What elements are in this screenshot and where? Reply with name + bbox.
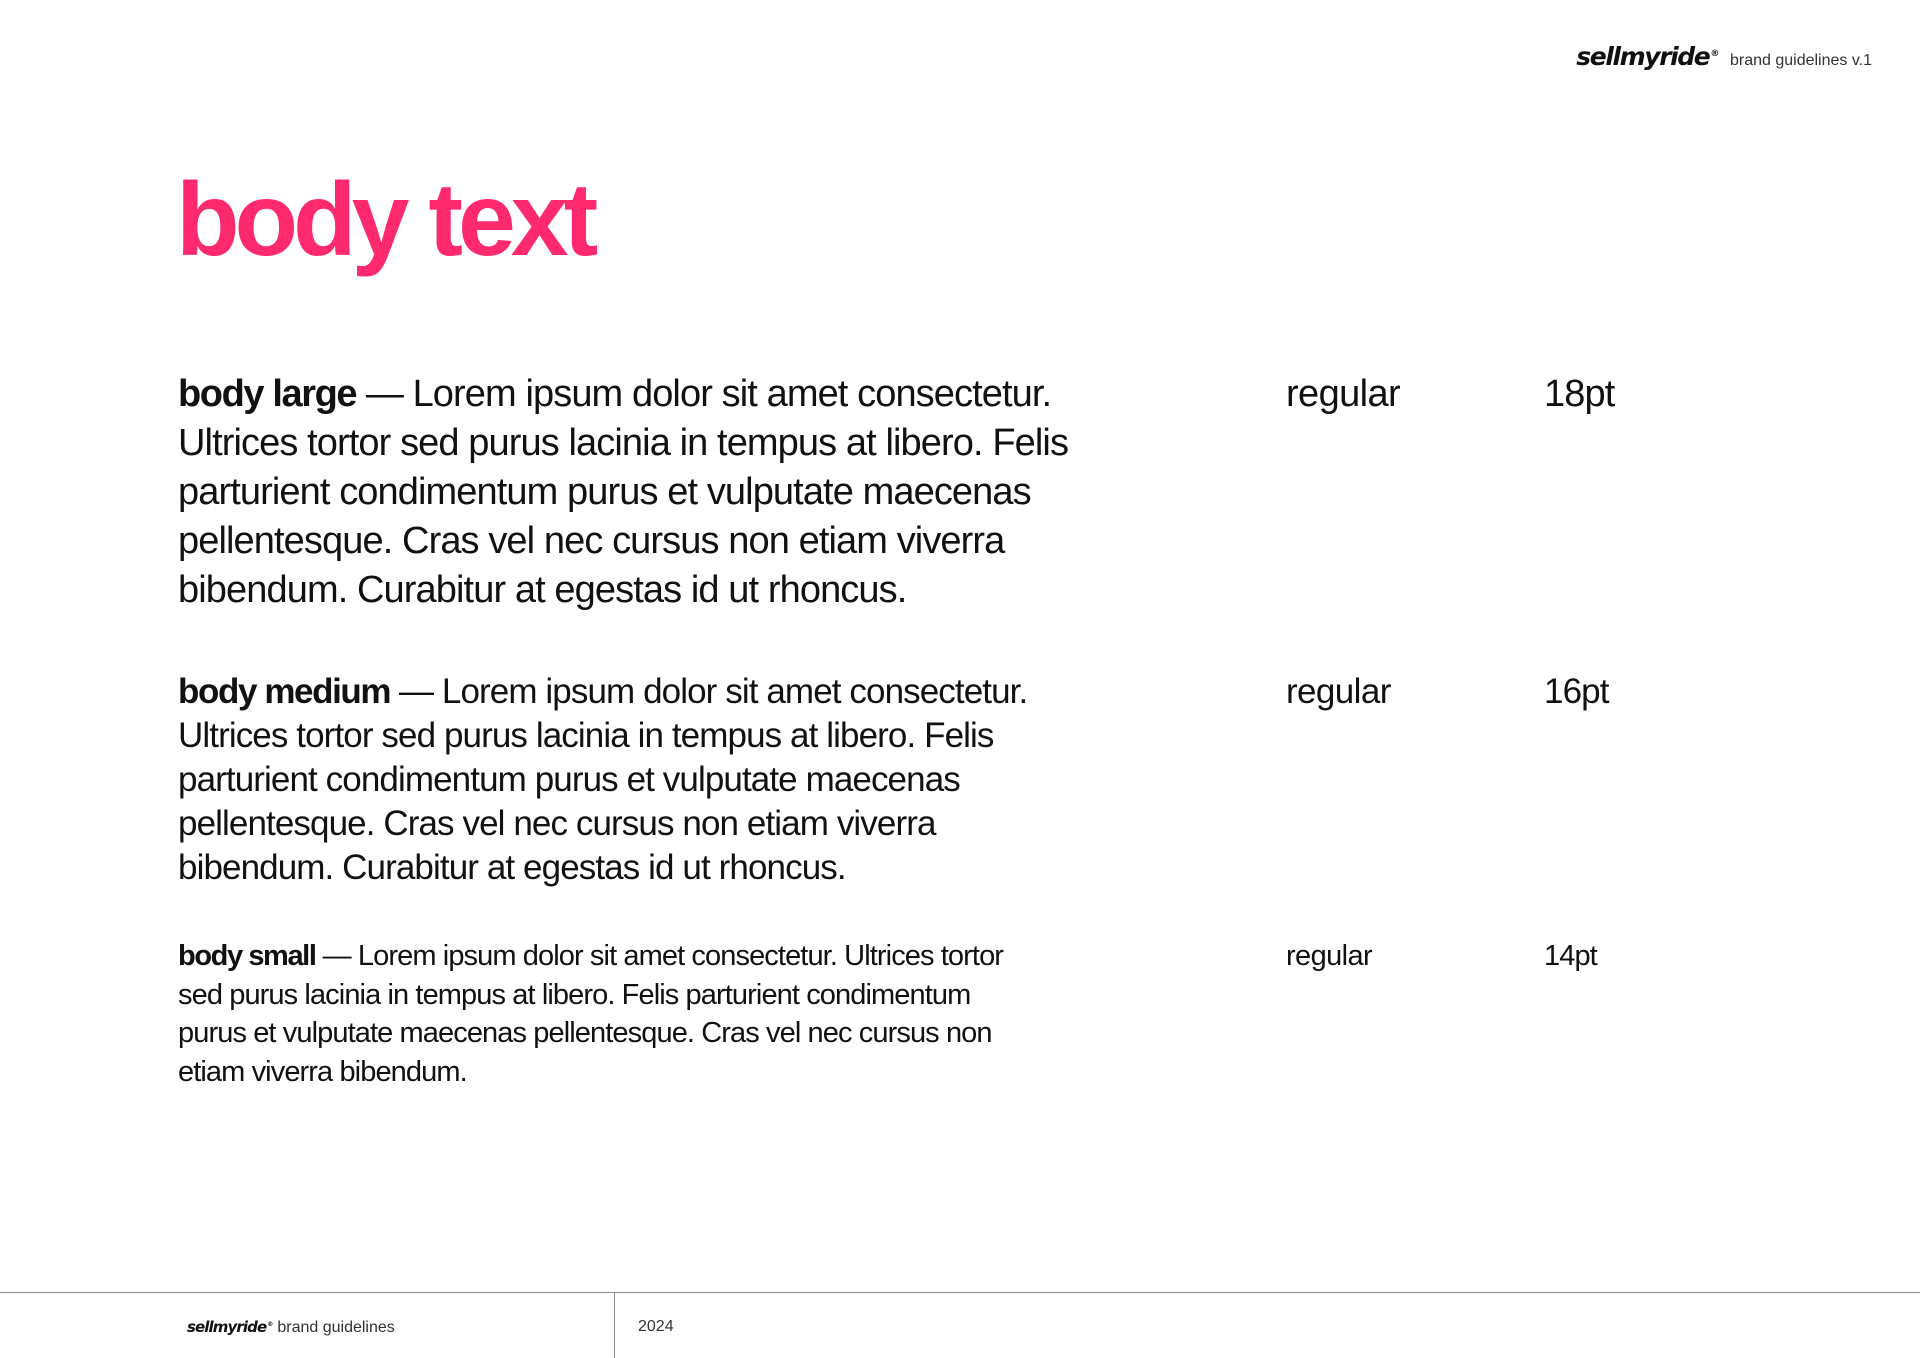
specimen-separator: — xyxy=(390,672,442,711)
specimen-text xyxy=(178,670,1078,890)
specimen-size: 16pt xyxy=(1544,672,1609,711)
specimen-weight: regular xyxy=(1286,672,1391,711)
specimen-text xyxy=(178,937,1038,1091)
specimen-label: body large xyxy=(178,373,357,415)
specimen-label: body medium xyxy=(178,672,391,711)
specimen-size: 14pt xyxy=(1544,940,1597,972)
footer-caption: brand guidelines xyxy=(277,1319,395,1336)
specimen-weight: regular xyxy=(1286,940,1373,972)
specimen-separator: — xyxy=(315,940,358,972)
specimen-separator: — xyxy=(356,373,413,415)
specimen-sample: Lorem ipsum dolor sit amet consectetur. Ultrices tortor sed purus lacinia in tempus at libero. Felis parturient condimentum purus et vulputate maecenas pellentesque. Cras vel nec cursus non etiam viverra bibendum. xyxy=(178,940,1004,1088)
brand-logo-text: sellmyride xyxy=(1576,42,1710,71)
specimen-sample: Lorem ipsum dolor sit amet consectetur. Ultrices tortor sed purus lacinia in tempus at libero. Felis parturient condimentum purus et vulputate maecenas pellentesque. Cras vel nec cursus non etiam viverra bibendum. Curabitur at egestas id ut rhoncus. xyxy=(178,373,1069,611)
header-brand xyxy=(1576,42,1872,71)
specimen-text xyxy=(178,370,1114,615)
page-title: body text xyxy=(176,162,594,278)
footer-logo-text: sellmyride xyxy=(187,1318,267,1336)
footer-divider xyxy=(614,1292,615,1358)
specimen-row-body-small xyxy=(178,937,1778,1091)
registered-mark: ® xyxy=(1710,48,1718,59)
specimen-row-body-medium xyxy=(178,670,1778,890)
footer-brand xyxy=(187,1318,395,1337)
footer-year: 2024 xyxy=(638,1318,674,1335)
footer-rule xyxy=(0,1292,1920,1293)
specimen-row-body-large xyxy=(178,370,1778,615)
specimen-sample: Lorem ipsum dolor sit amet consectetur. Ultrices tortor sed purus lacinia in tempus at libero. Felis parturient condimentum purus et vulputate maecenas pellentesque. Cras vel nec cursus non etiam viverra bibendum. Curabitur at egestas id ut rhoncus. xyxy=(178,672,1028,887)
brand-logo xyxy=(1576,42,1718,71)
footer-logo xyxy=(187,1318,272,1336)
specimen-label: body small xyxy=(178,940,316,972)
specimen-size: 18pt xyxy=(1544,373,1615,415)
header-caption: brand guidelines v.1 xyxy=(1729,52,1872,69)
registered-mark: ® xyxy=(267,1321,273,1328)
specimen-weight: regular xyxy=(1286,373,1401,415)
